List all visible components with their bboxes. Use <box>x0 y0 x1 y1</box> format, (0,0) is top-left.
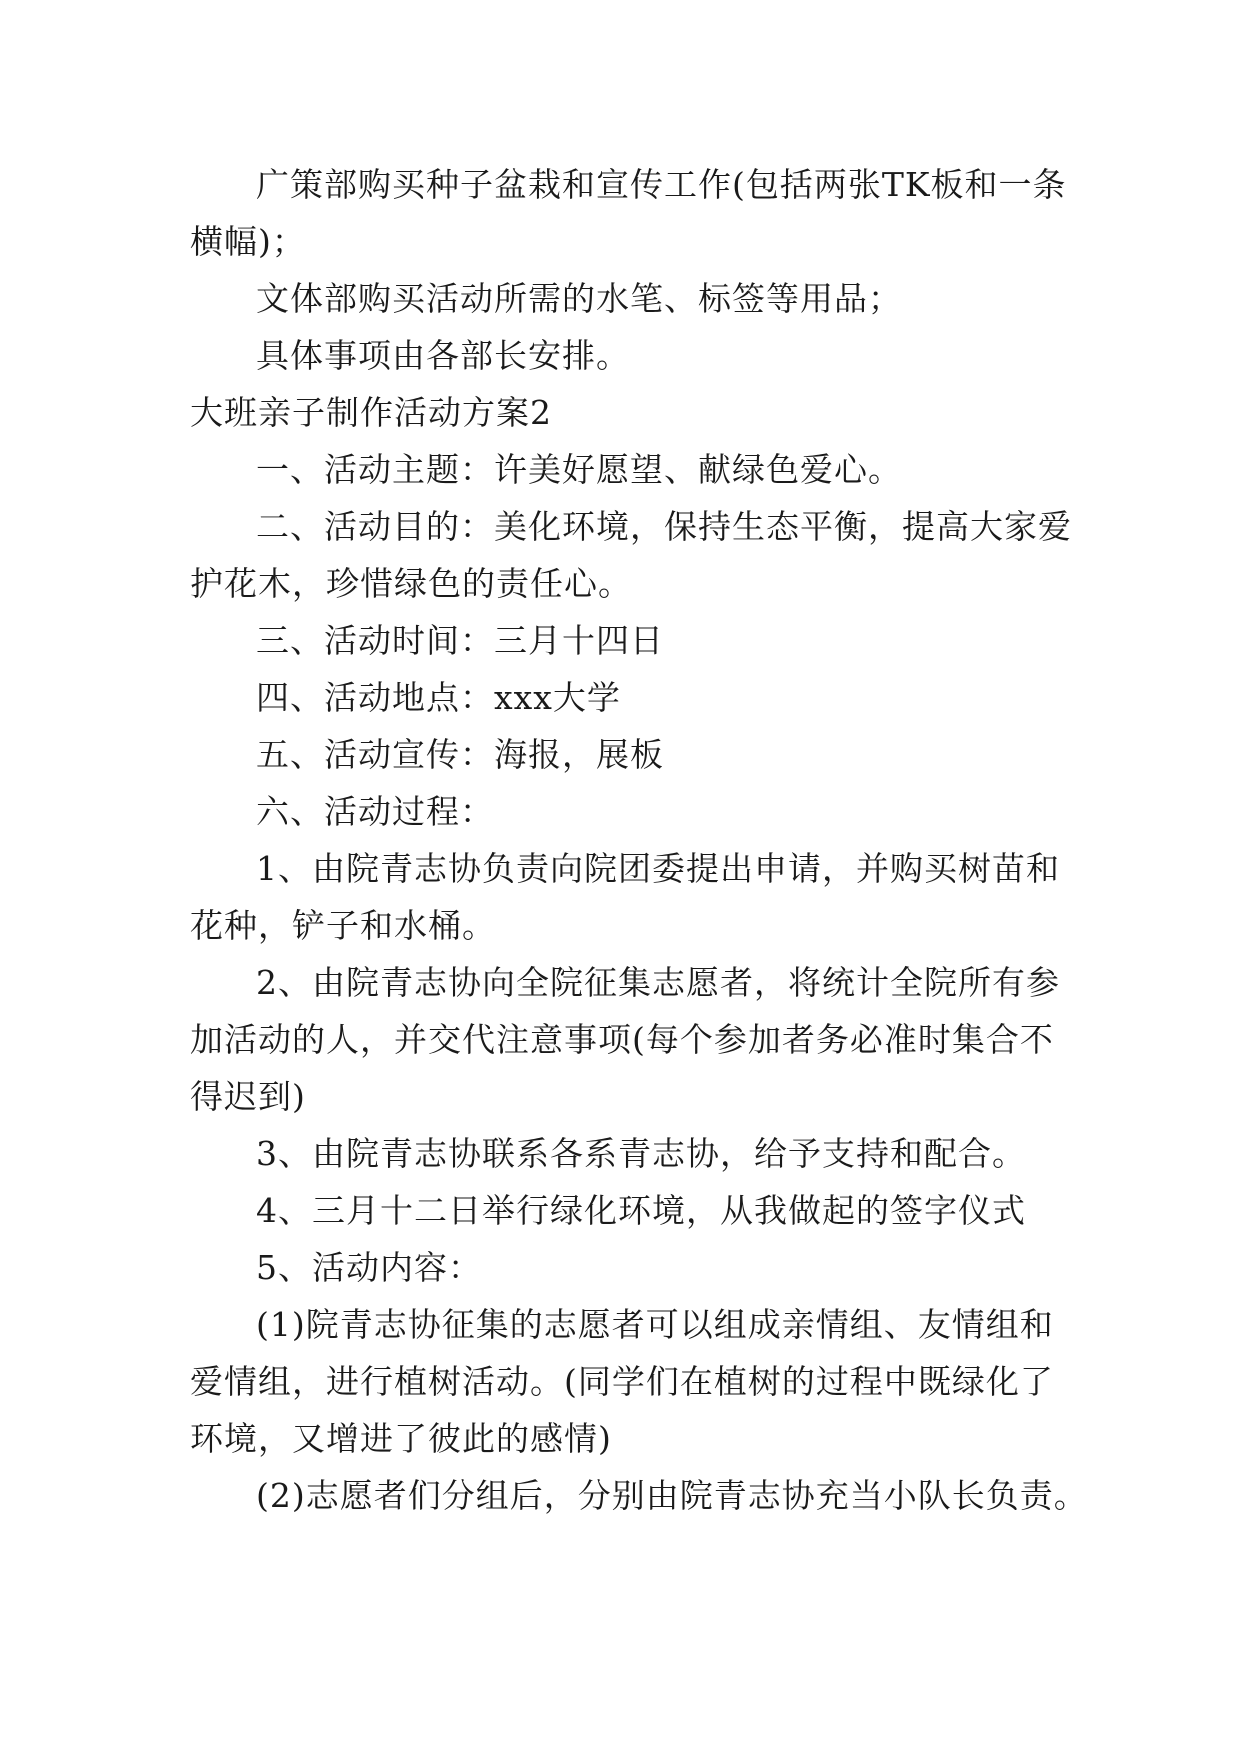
paragraph-line: 爱情组，进行植树活动。(同学们在植树的过程中既绿化了 <box>190 1362 1054 1401</box>
paragraph-line: 六、活动过程： <box>256 792 494 831</box>
paragraph-line: 三、活动时间：三月十四日 <box>256 621 664 660</box>
paragraph-line: 二、活动目的：美化环境，保持生态平衡，提高大家爱 <box>256 507 1072 546</box>
paragraph-line: 护花木，珍惜绿色的责任心。 <box>190 564 632 603</box>
paragraph-line: 四、活动地点：xxx大学 <box>256 678 621 717</box>
paragraph-line: 横幅)； <box>190 222 306 261</box>
paragraph-line: 2、由院青志协向全院征集志愿者，将统计全院所有参 <box>256 963 1060 1002</box>
paragraph-line: 1、由院青志协负责向院团委提出申请，并购买树苗和 <box>256 849 1060 888</box>
paragraph-line: 花种，铲子和水桶。 <box>190 906 496 945</box>
paragraph-line: 环境，又增进了彼此的感情) <box>190 1419 612 1458</box>
paragraph-line: 3、由院青志协联系各系青志协，给予支持和配合。 <box>256 1134 1026 1173</box>
paragraph-line: 具体事项由各部长安排。 <box>256 336 630 375</box>
paragraph-line: 得迟到) <box>190 1077 306 1116</box>
paragraph-line: 5、活动内容： <box>256 1248 482 1287</box>
paragraph-line: (1)院青志协征集的志愿者可以组成亲情组、友情组和 <box>256 1305 1054 1344</box>
paragraph-line: (2)志愿者们分组后，分别由院青志协充当小队长负责。 <box>256 1476 1088 1515</box>
paragraph-line: 4、三月十二日举行绿化环境，从我做起的签字仪式 <box>256 1191 1026 1230</box>
paragraph-line: 五、活动宣传：海报，展板 <box>256 735 664 774</box>
paragraph-line: 文体部购买活动所需的水笔、标签等用品； <box>256 279 902 318</box>
section-heading: 大班亲子制作活动方案2 <box>190 393 552 432</box>
paragraph-line: 一、活动主题：许美好愿望、献绿色爱心。 <box>256 450 902 489</box>
paragraph-line: 广策部购买种子盆栽和宣传工作(包括两张TK板和一条 <box>256 165 1067 204</box>
paragraph-line: 加活动的人，并交代注意事项(每个参加者务必准时集合不 <box>190 1020 1054 1059</box>
